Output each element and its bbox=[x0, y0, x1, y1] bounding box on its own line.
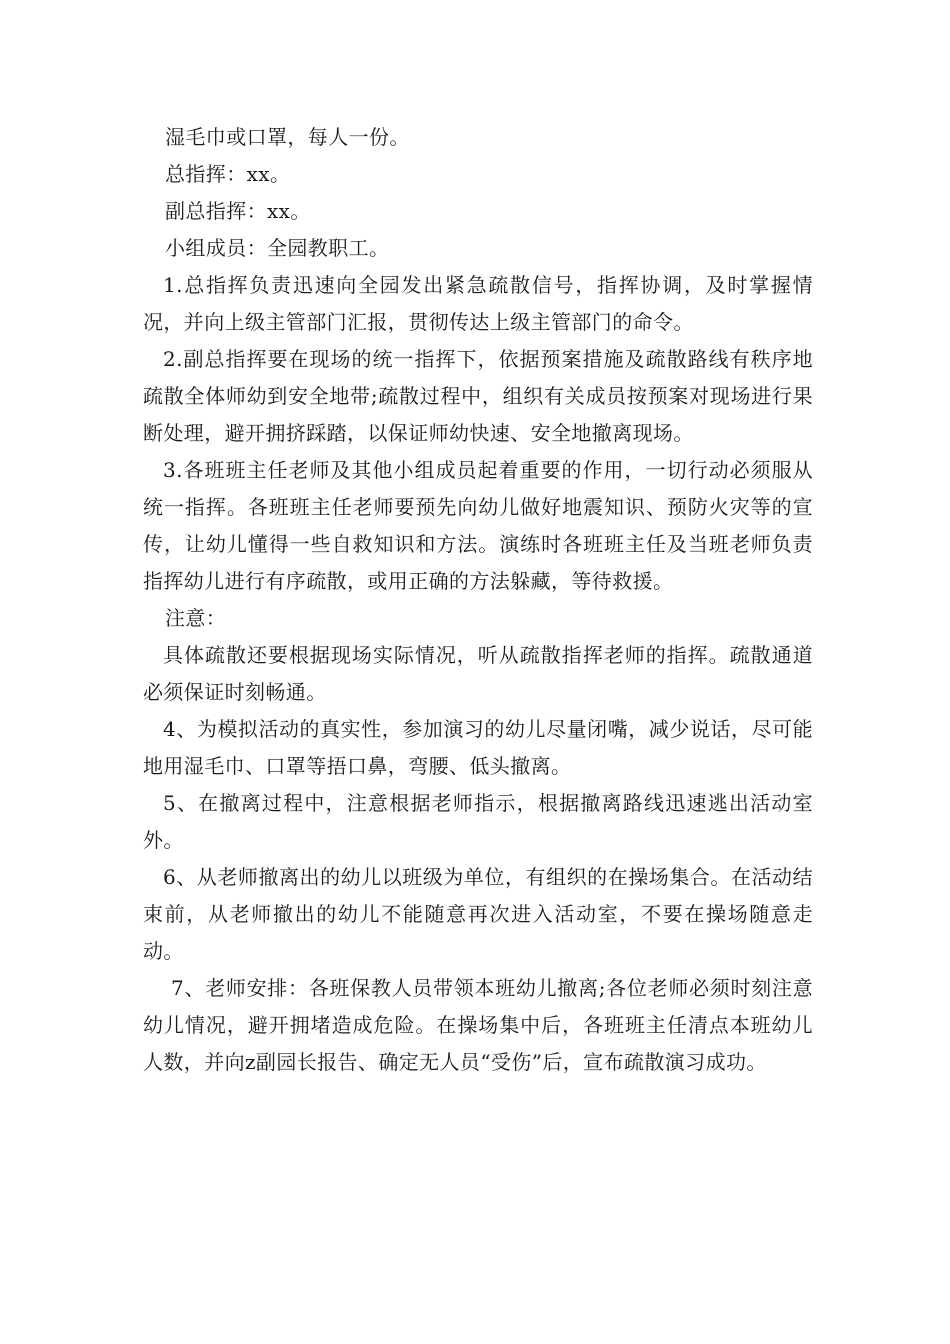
paragraph-commander: 总指挥：xx。 bbox=[165, 162, 291, 186]
paragraph-item-3: 3.各班班主任老师及其他小组成员起着重要的作用，一切行动必须服从统一指挥。各班班主任老师要预先向幼儿做好地震知识、预防火灾等的宣传，让幼儿懂得一些自救知识和方法。演练时各班班主任及当班老师负责指挥幼儿进行有序疏散，或用正确的方法躲藏，等待救援。 bbox=[143, 458, 813, 593]
paragraph-team-members: 小组成员：全园教职工。 bbox=[165, 236, 390, 260]
paragraph-item-1: 1.总指挥负责迅速向全园发出紧急疏散信号，指挥协调，及时掌握情况，并向上级主管部门汇报，贯彻传达上级主管部门的命令。 bbox=[143, 273, 813, 334]
document-body bbox=[143, 119, 813, 1081]
paragraph-notice-body: 具体疏散还要根据现场实际情况，听从疏散指挥老师的指挥。疏散通道必须保证时刻畅通。 bbox=[143, 643, 813, 704]
paragraph-supplies: 湿毛巾或口罩，每人一份。 bbox=[165, 125, 410, 149]
paragraph-item-7: 7、老师安排：各班保教人员带领本班幼儿撤离;各位老师必须时刻注意幼儿情况，避开拥堵造成危险。在操场集中后，各班班主任清点本班幼儿人数，并向z副园长报告、确定无人员“受伤”后，宣布疏散演习成功。 bbox=[143, 976, 813, 1074]
paragraph-item-6: 6、从老师撤离出的幼儿以班级为单位，有组织的在操场集合。在活动结束前，从老师撤出的幼儿不能随意再次进入活动室，不要在操场随意走动。 bbox=[143, 865, 813, 963]
paragraph-deputy-commander: 副总指挥：xx。 bbox=[165, 199, 311, 223]
paragraph-item-4: 4、为模拟活动的真实性，参加演习的幼儿尽量闭嘴，减少说话，尽可能地用湿毛巾、口罩等捂口鼻，弯腰、低头撤离。 bbox=[143, 717, 813, 778]
paragraph-item-5: 5、在撤离过程中，注意根据老师指示，根据撤离路线迅速逃出活动室外。 bbox=[143, 791, 813, 852]
paragraph-notice-heading: 注意： bbox=[165, 606, 227, 630]
paragraph-item-2: 2.副总指挥要在现场的统一指挥下，依据预案措施及疏散路线有秩序地疏散全体师幼到安全地带;疏散过程中，组织有关成员按预案对现场进行果断处理，避开拥挤踩踏，以保证师幼快速、安全地撤离现场。 bbox=[143, 347, 813, 445]
